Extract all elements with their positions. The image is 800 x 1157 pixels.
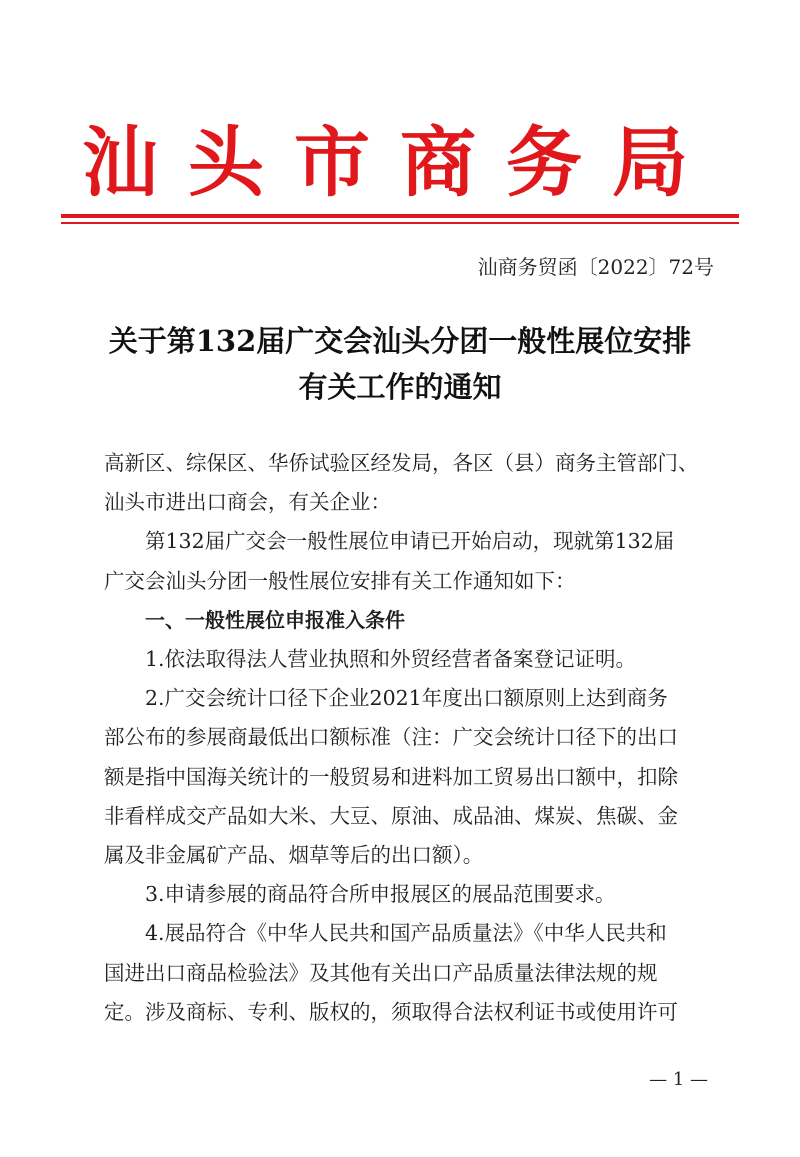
masthead-red-rule-thin [61,222,739,224]
page-number: — 1 — [649,1069,708,1090]
body-paragraph-line: 非看样成交产品如大米、大豆、原油、成品油、煤炭、焦碳、金 [104,803,678,828]
body-paragraph-line: 国进出口商品检验法》及其他有关出口产品质量法律法规的规 [104,960,658,985]
body-paragraph-line: 定。涉及商标、专利、版权的，须取得合法权利证书或使用许可 [104,999,678,1024]
section-heading: 一、一般性展位申报准入条件 [145,607,405,632]
document-title [60,318,740,410]
document-body [104,444,712,1032]
body-paragraph-line: 广交会汕头分团一般性展位安排有关工作通知如下： [104,568,576,593]
body-paragraph-line: 属及非金属矿产品、烟草等后的出口额）。 [104,843,484,868]
title-line: 有关工作的通知 [298,370,502,404]
body-paragraph-line: 2.广交会统计口径下企业2021年度出口额原则上达到商务 [145,686,668,711]
addressee-line: 汕头市进出口商会，有关企业： [104,490,391,515]
addressee-line: 高新区、综保区、华侨试验区经发局，各区（县）商务主管部门、 [104,451,699,475]
body-paragraph-line: 部公布的参展商最低出口额标准（注：广交会统计口径下的出口 [104,725,678,750]
body-paragraph-line: 额是指中国海关统计的一般贸易和进料加工贸易出口额中，扣除 [104,764,678,789]
body-paragraph-line: 3.申请参展的商品符合所申报展区的展品范围要求。 [145,882,616,907]
masthead-org-name: 汕头市商务局 [82,118,718,207]
body-paragraph-line: 1.依法取得法人营业执照和外贸经营者备案登记证明。 [145,647,637,672]
document-number: 汕商务贸函〔2022〕72号 [477,255,714,279]
body-paragraph-line: 第132届广交会一般性展位申请已开始启动，现就第132届 [145,529,675,554]
title-line: 关于第132届广交会汕头分团一般性展位安排 [108,324,692,358]
body-paragraph-line: 4.展品符合《中华人民共和国产品质量法》《中华人民共和 [145,921,667,946]
masthead-red-rule-thick [61,214,739,218]
